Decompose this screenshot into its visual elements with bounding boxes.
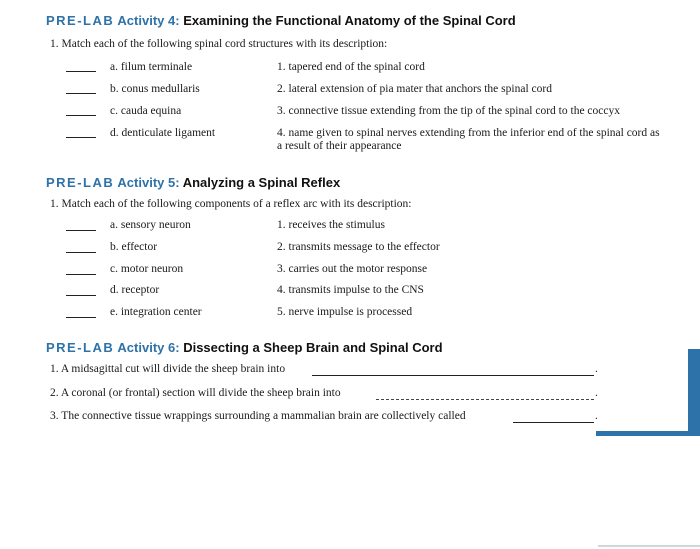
activity-4-question: 1. Match each of the following spinal cord structures with its description: — [50, 38, 388, 50]
activity-4-heading — [46, 13, 516, 28]
activity-5-question: 1. Match each of the following components of a reflex arc with its description: — [50, 198, 412, 210]
question-2: 2. A coronal (or frontal) section will divide the sheep brain into — [50, 387, 341, 399]
prelab-label: PRE-LAB — [46, 175, 115, 190]
period: . — [595, 410, 598, 422]
description-item: 4. name given to spinal nerves extending from the inferior end of the spinal cord as a result of their appearance — [277, 127, 660, 152]
answer-blank[interactable] — [66, 274, 96, 275]
activity-number: Activity 5: — [117, 175, 180, 190]
answer-line[interactable] — [376, 399, 594, 400]
divider — [598, 545, 700, 547]
answer-blank[interactable] — [66, 93, 96, 94]
answer-line[interactable] — [513, 422, 594, 423]
activity-number: Activity 4: — [117, 13, 180, 28]
description-item: 4. transmits impulse to the CNS — [277, 284, 424, 296]
activity-6-heading — [46, 340, 443, 355]
answer-blank[interactable] — [66, 230, 96, 231]
answer-line[interactable] — [312, 375, 594, 376]
question-3: 3. The connective tissue wrappings surrounding a mammalian brain are collectively called — [50, 410, 466, 422]
activity-title: Analyzing a Spinal Reflex — [182, 175, 341, 190]
description-item: 3. carries out the motor response — [277, 263, 428, 275]
structure-item: c. cauda equina — [110, 105, 182, 117]
question-1: 1. A midsagittal cut will divide the sheep brain into — [50, 363, 286, 375]
answer-blank[interactable] — [66, 137, 96, 138]
description-item: 1. tapered end of the spinal cord — [277, 61, 425, 73]
activity-5-heading — [46, 175, 340, 190]
description-item: 2. transmits message to the effector — [277, 241, 440, 253]
component-item: b. effector — [110, 241, 158, 253]
structure-item: b. conus medullaris — [110, 83, 200, 95]
answer-blank[interactable] — [66, 115, 96, 116]
answer-blank[interactable] — [66, 295, 96, 296]
page-edge-accent — [688, 349, 700, 431]
description-item: 5. nerve impulse is processed — [277, 306, 413, 318]
component-item: d. receptor — [110, 284, 160, 296]
period: . — [595, 363, 598, 375]
description-item: 3. connective tissue extending from the tip of the spinal cord to the coccyx — [277, 105, 620, 117]
component-item: e. integration center — [110, 306, 202, 318]
period: . — [595, 387, 598, 399]
description-item: 1. receives the stimulus — [277, 219, 385, 231]
answer-blank[interactable] — [66, 252, 96, 253]
component-item: c. motor neuron — [110, 263, 184, 275]
prelab-label: PRE-LAB — [46, 340, 115, 355]
answer-blank[interactable] — [66, 317, 96, 318]
structure-item: d. denticulate ligament — [110, 127, 216, 139]
description-item: 2. lateral extension of pia mater that anchors the spinal cord — [277, 83, 552, 95]
answer-blank[interactable] — [66, 71, 96, 72]
structure-item: a. filum terminale — [110, 61, 193, 73]
activity-title: Dissecting a Sheep Brain and Spinal Cord — [183, 340, 443, 355]
page-edge-rule — [596, 431, 700, 436]
component-item: a. sensory neuron — [110, 219, 191, 231]
activity-number: Activity 6: — [117, 340, 180, 355]
prelab-label: PRE-LAB — [46, 13, 115, 28]
activity-title: Examining the Functional Anatomy of the Spinal Cord — [183, 13, 516, 28]
